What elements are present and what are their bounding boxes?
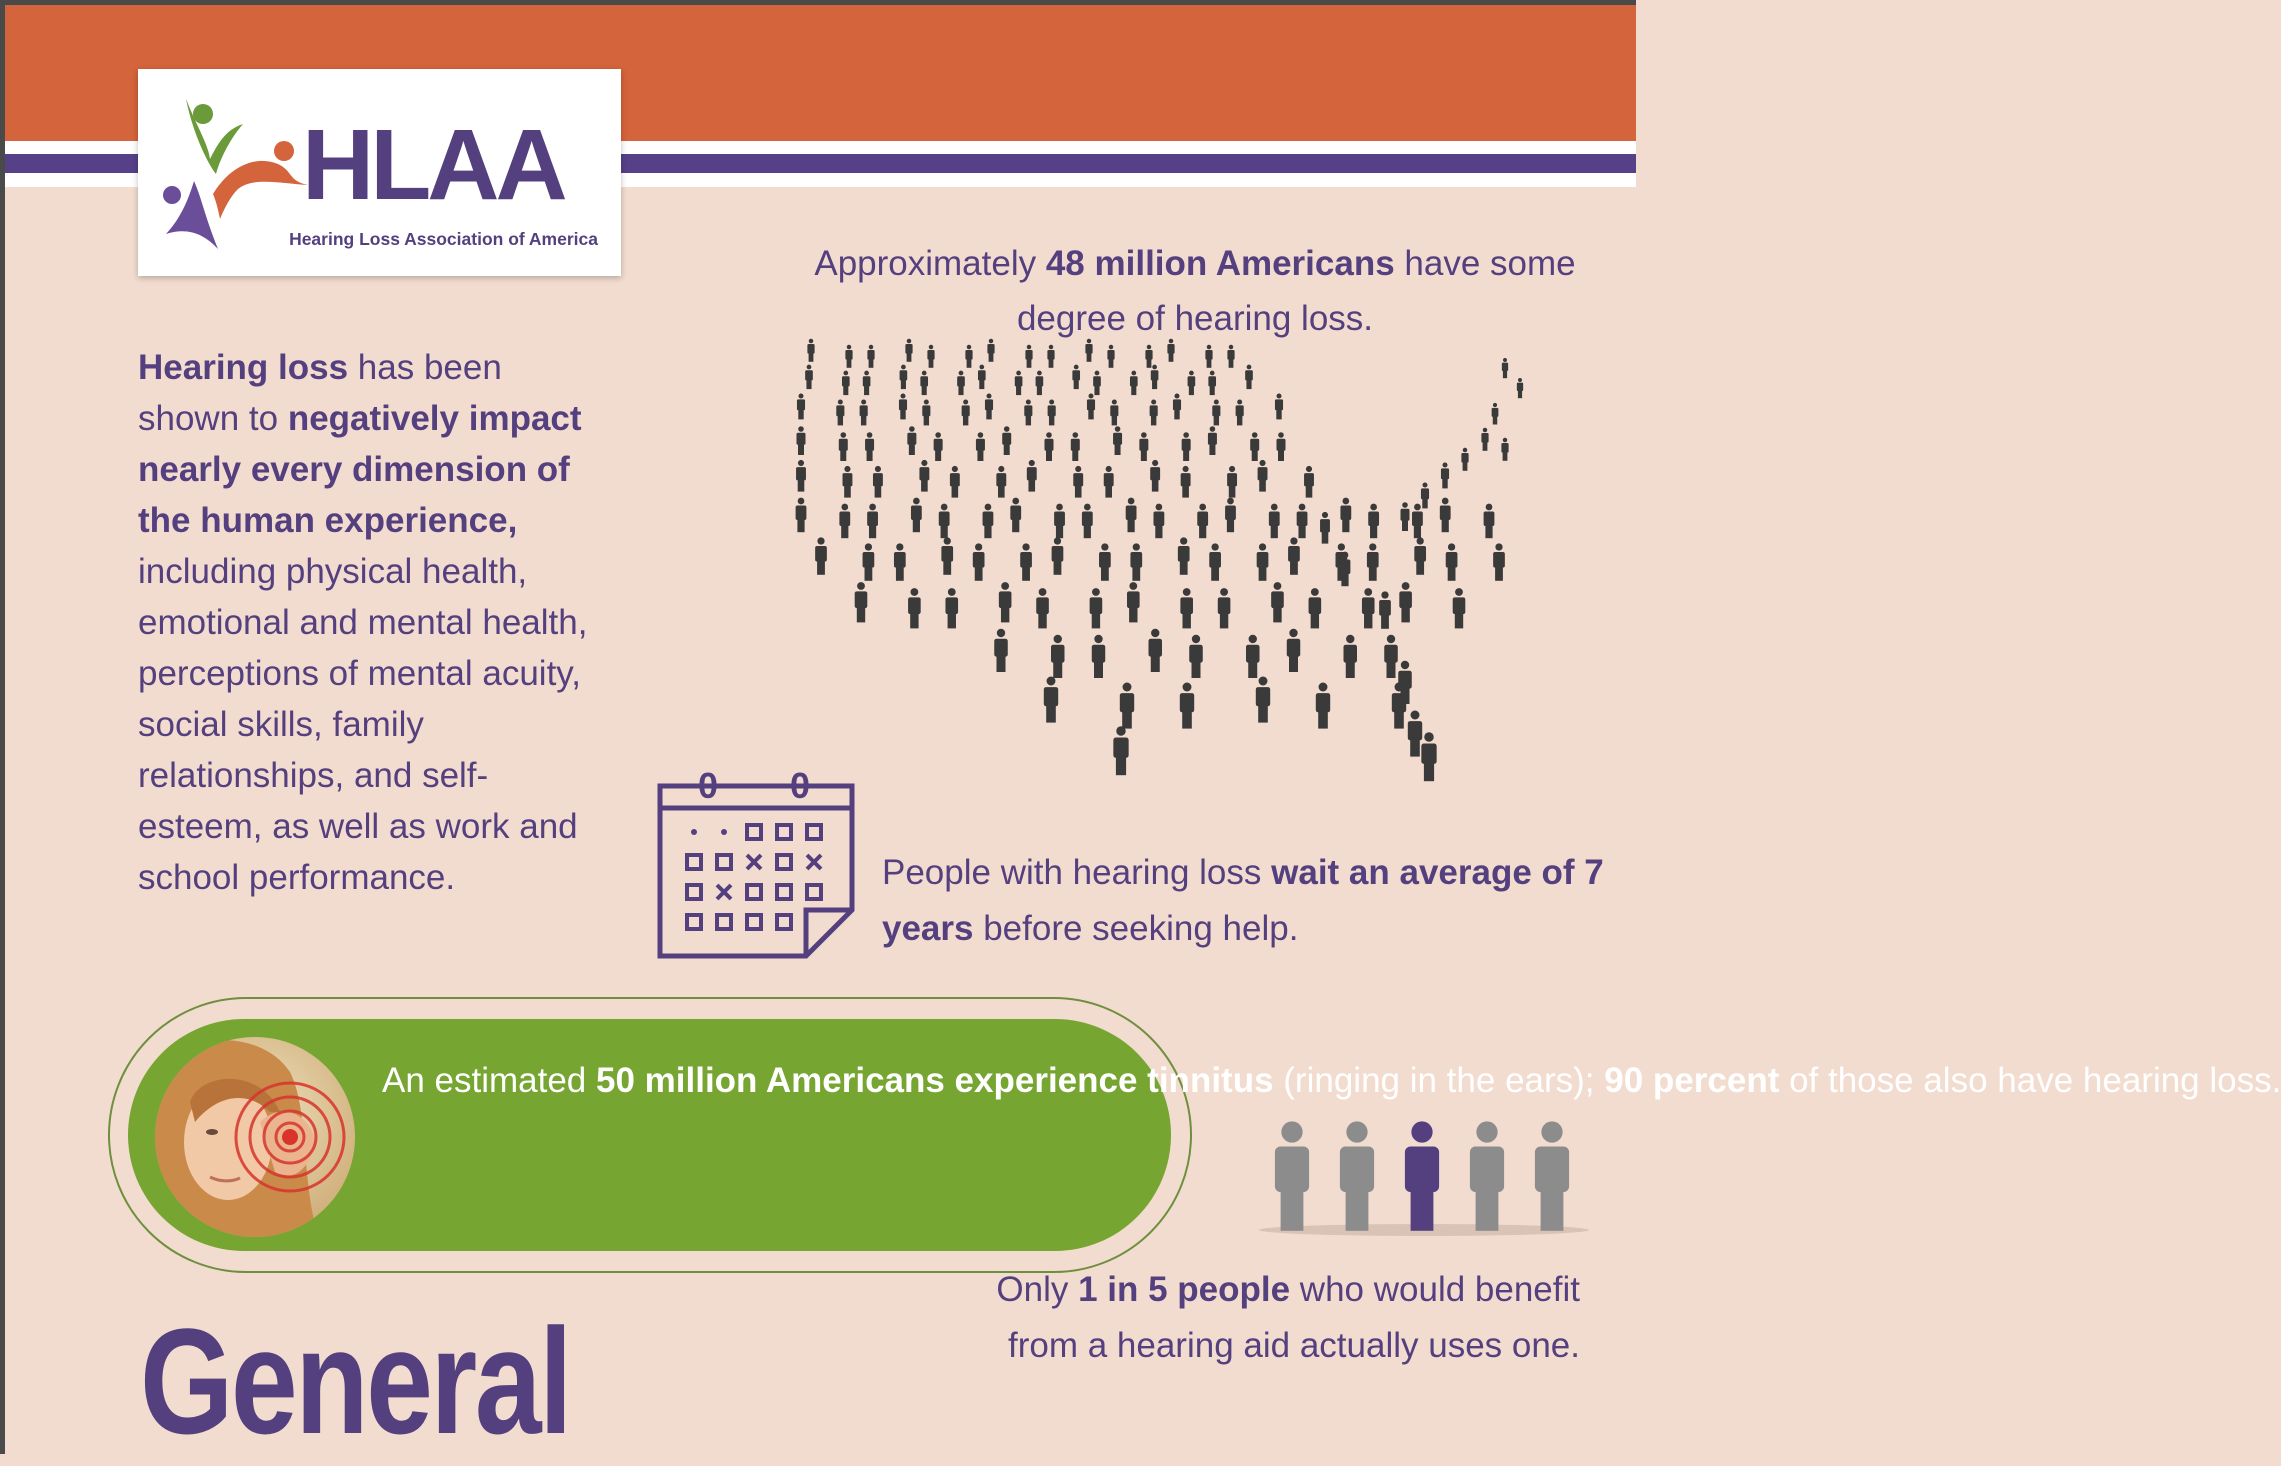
person-icon <box>1287 629 1301 672</box>
person-icon <box>1256 677 1270 723</box>
intro-paragraph <box>138 342 608 903</box>
person-icon <box>1045 432 1054 461</box>
person-icon <box>985 393 993 419</box>
person-icon <box>1093 371 1101 395</box>
person-icon <box>973 543 985 580</box>
person-icon <box>1218 588 1231 628</box>
person-icon <box>907 426 916 455</box>
tinnitus-text <box>382 1052 2281 1109</box>
intro-bold-2: negatively impact nearly every dimension of the human experience, <box>138 399 582 540</box>
stat-one-in-five <box>940 1262 1580 1374</box>
calendar-day <box>777 915 791 929</box>
person-icon <box>1297 504 1308 539</box>
person-icon <box>1502 358 1508 378</box>
svg-text:0: 0 <box>698 765 719 806</box>
person-icon <box>1245 365 1253 389</box>
person-icon <box>927 345 934 368</box>
person-icon <box>1535 1121 1569 1230</box>
person-icon <box>867 504 878 539</box>
calendar-day-crossed <box>747 855 761 869</box>
person-icon <box>845 345 852 368</box>
person-icon <box>1099 543 1111 580</box>
person-icon <box>1470 1121 1504 1230</box>
calendar-day <box>807 885 821 899</box>
person-icon <box>1113 726 1128 775</box>
woman-tinnitus-photo <box>150 1032 360 1242</box>
person-icon <box>1212 399 1220 425</box>
person-icon <box>797 426 806 455</box>
person-icon <box>1052 537 1064 574</box>
person-icon <box>1027 460 1037 492</box>
tinnitus-mid: (ringing in the ears); <box>1273 1061 1605 1100</box>
person-icon <box>1149 629 1163 672</box>
person-icon <box>863 371 871 395</box>
person-icon <box>994 629 1008 672</box>
person-icon <box>1205 345 1212 368</box>
person-icon <box>1340 1121 1374 1230</box>
person-icon <box>1257 543 1269 580</box>
stat-48-million <box>790 236 1600 346</box>
person-icon <box>1036 371 1044 395</box>
calendar-day <box>717 855 731 869</box>
person-icon <box>867 345 874 368</box>
person-icon <box>815 537 827 574</box>
hlaa-logo <box>138 69 621 276</box>
person-icon <box>1405 1121 1439 1230</box>
person-icon <box>919 460 929 492</box>
calendar-day <box>687 915 701 929</box>
person-icon <box>1150 460 1160 492</box>
person-icon <box>1087 393 1095 419</box>
person-icon <box>1002 426 1011 455</box>
person-icon <box>1492 403 1499 425</box>
stat-wait-pre: People with hearing loss <box>882 853 1272 892</box>
person-icon <box>983 504 994 539</box>
person-icon <box>1246 635 1260 678</box>
person-icon <box>905 339 912 362</box>
person-icon <box>1275 393 1283 419</box>
person-icon <box>1384 635 1398 678</box>
person-icon <box>1227 345 1234 368</box>
person-icon <box>843 466 853 498</box>
person-icon <box>860 399 868 425</box>
person-icon <box>1197 504 1208 539</box>
tinnitus-pre: An estimated <box>382 1061 596 1100</box>
svg-text:0: 0 <box>790 765 811 806</box>
person-icon <box>1236 399 1244 425</box>
stat-wait-years <box>882 845 1622 957</box>
person-icon <box>873 466 883 498</box>
person-icon <box>1209 543 1221 580</box>
person-icon <box>1493 543 1505 580</box>
calendar-day <box>777 825 791 839</box>
person-icon <box>1120 683 1134 729</box>
person-icon <box>1051 635 1065 678</box>
person-icon <box>839 432 848 461</box>
person-icon <box>1225 498 1236 533</box>
person-icon <box>965 345 972 368</box>
calendar-day <box>777 855 791 869</box>
person-icon <box>1446 543 1458 580</box>
person-icon <box>1421 732 1436 781</box>
person-icon <box>1180 683 1194 729</box>
calendar-day <box>747 915 761 929</box>
person-icon <box>1344 635 1358 678</box>
intro-text-1: has been shown to <box>138 348 502 438</box>
calendar-day <box>777 885 791 899</box>
stat-wait-bold: wait an average of 7 years <box>882 853 1604 948</box>
person-icon <box>950 466 960 498</box>
stat-1in5-pre: Only <box>996 1270 1079 1309</box>
calendar-day <box>687 885 701 899</box>
person-icon <box>1010 498 1021 533</box>
calendar-icon <box>656 760 856 960</box>
person-icon <box>1104 466 1114 498</box>
person-icon <box>1408 711 1422 757</box>
person-icon <box>1412 504 1423 539</box>
person-icon <box>1153 504 1164 539</box>
person-icon <box>1320 512 1330 544</box>
person-icon <box>1227 466 1237 498</box>
window-frame-left <box>0 0 5 1454</box>
section-heading: General <box>140 1297 571 1465</box>
person-icon <box>957 371 965 395</box>
person-icon <box>1130 371 1138 395</box>
person-icon <box>1275 1121 1309 1230</box>
person-icon <box>1072 365 1080 389</box>
person-icon <box>1362 588 1375 628</box>
person-icon <box>894 543 906 580</box>
person-icon <box>805 365 813 389</box>
person-icon <box>996 466 1006 498</box>
person-icon <box>1048 399 1056 425</box>
tinnitus-bold-2: 90 percent <box>1604 1061 1780 1100</box>
person-icon <box>1517 378 1523 398</box>
person-icon <box>1208 426 1217 455</box>
person-icon <box>1130 543 1142 580</box>
person-icon <box>1082 504 1093 539</box>
person-icon <box>1250 432 1259 461</box>
person-icon <box>987 339 994 362</box>
person-icon <box>1182 432 1191 461</box>
person-icon <box>1151 365 1159 389</box>
person-icon <box>1316 683 1330 729</box>
tinnitus-post: of those also have hearing loss. <box>1779 1061 2281 1100</box>
person-icon <box>908 588 921 628</box>
person-icon <box>1309 588 1322 628</box>
person-icon <box>1414 537 1426 574</box>
person-icon <box>920 371 928 395</box>
person-icon <box>1277 432 1286 461</box>
intro-bold-1: Hearing loss <box>138 348 349 387</box>
person-icon <box>1036 588 1049 628</box>
person-icon <box>1085 339 1092 362</box>
person-icon <box>1340 498 1351 533</box>
person-icon <box>1071 432 1080 461</box>
person-icon <box>839 504 850 539</box>
person-icon <box>1145 345 1152 368</box>
person-icon <box>1024 399 1032 425</box>
person-icon <box>899 393 907 419</box>
us-map-people-icon <box>805 335 1575 815</box>
calendar-day <box>807 825 821 839</box>
person-icon <box>1181 466 1191 498</box>
person-icon <box>1288 537 1300 574</box>
person-icon <box>1401 502 1410 531</box>
person-icon <box>1367 543 1379 580</box>
person-icon <box>842 371 850 395</box>
person-icon <box>1481 428 1488 451</box>
stat-48-bold: 48 million Americans <box>1045 244 1395 283</box>
person-icon <box>1126 498 1137 533</box>
stat-48-pre: Approximately <box>814 244 1046 283</box>
person-icon <box>1020 543 1032 580</box>
person-icon <box>1399 582 1412 622</box>
person-icon <box>1127 582 1140 622</box>
person-icon <box>1258 460 1268 492</box>
person-icon <box>796 498 807 533</box>
person-icon <box>939 504 950 539</box>
person-icon <box>1110 399 1118 425</box>
person-icon <box>1440 498 1451 533</box>
person-icon <box>900 365 908 389</box>
person-icon <box>962 399 970 425</box>
person-icon <box>1139 432 1148 461</box>
tinnitus-bold-1: 50 million Americans experience tinnitus <box>596 1061 1274 1100</box>
person-icon <box>1421 482 1429 508</box>
person-icon <box>1188 371 1196 395</box>
person-icon <box>863 543 875 580</box>
person-icon <box>1368 504 1379 539</box>
person-icon <box>976 432 985 461</box>
person-icon <box>934 432 943 461</box>
person-icon <box>978 365 986 389</box>
person-icon <box>1501 438 1508 461</box>
person-icon <box>1073 466 1083 498</box>
person-icon <box>1304 466 1314 498</box>
calendar-day-crossed <box>807 855 821 869</box>
person-icon <box>1271 582 1284 622</box>
person-icon <box>796 460 806 492</box>
person-icon <box>1461 448 1468 471</box>
person-icon <box>1047 345 1054 368</box>
calendar-day <box>717 915 731 929</box>
person-icon <box>865 432 874 461</box>
person-icon <box>1150 399 1158 425</box>
person-icon <box>945 588 958 628</box>
person-icon <box>1107 345 1114 368</box>
stat-48-post: have some degree of hearing loss. <box>1016 244 1576 338</box>
person-icon <box>1208 371 1216 395</box>
one-in-five-figures <box>1254 1118 1594 1238</box>
person-icon <box>1453 588 1466 628</box>
person-icon <box>797 393 805 419</box>
person-icon <box>1167 339 1174 362</box>
person-icon <box>1113 426 1122 455</box>
person-icon <box>941 537 953 574</box>
calendar-dot <box>721 829 727 835</box>
intro-text-2: including physical health, emotional and mental health, perceptions of mental acuity, social skills, family relationships, and self-esteem, as well as work and school performance. <box>138 552 588 897</box>
calendar-day <box>747 885 761 899</box>
person-icon <box>1189 635 1203 678</box>
person-icon <box>1092 635 1106 678</box>
person-icon <box>922 399 930 425</box>
stat-wait-post: before seeking help. <box>973 909 1299 948</box>
person-icon <box>1015 371 1023 395</box>
stat-1in5-post: who would benefit from a hearing aid actually uses one. <box>1008 1270 1580 1365</box>
person-icon <box>1044 677 1058 723</box>
logo-wordmark: HLAA <box>302 109 564 221</box>
person-icon <box>1178 537 1190 574</box>
person-icon <box>999 582 1012 622</box>
calendar-day <box>687 855 701 869</box>
calendar-day-crossed <box>717 885 731 899</box>
person-icon <box>836 399 844 425</box>
person-icon <box>1090 588 1103 628</box>
person-icon <box>1441 462 1449 488</box>
person-icon <box>1269 504 1280 539</box>
person-icon <box>911 498 922 533</box>
logo-org-name: Hearing Loss Association of America <box>289 229 598 249</box>
calendar-day <box>747 825 761 839</box>
person-icon <box>1025 345 1032 368</box>
person-icon <box>1173 393 1181 419</box>
stat-1in5-bold: 1 in 5 people <box>1078 1270 1291 1309</box>
person-icon <box>1379 591 1391 628</box>
person-icon <box>807 339 814 362</box>
people-logo-icon <box>158 89 298 249</box>
person-icon <box>1054 504 1065 539</box>
person-icon <box>855 582 868 622</box>
calendar-dot <box>691 829 697 835</box>
person-icon <box>1180 588 1193 628</box>
person-icon <box>1484 504 1495 539</box>
